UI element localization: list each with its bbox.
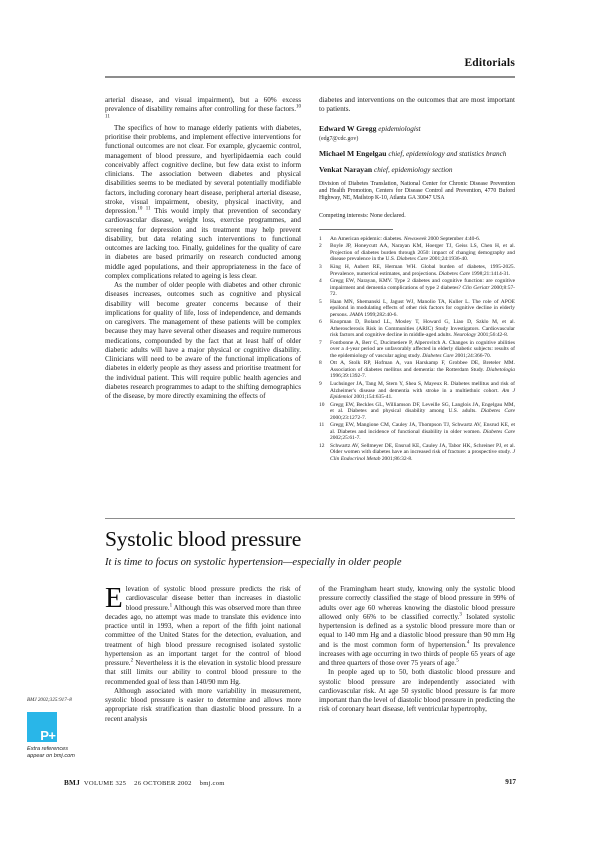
reference-item: Boyle JP, Honeycutt AA, Narayan KM, Hoerger TJ, Geiss LS, Chen H, et al. Projection of diabetes burden through 2050: impact of changing demography and disease prevalence in the U.S. Diabetes Care 2001;24:1936-40.: [330, 243, 515, 263]
margin-note: [27, 746, 101, 760]
paragraph-text-continued: Although this was observed more than three decades ago, no attempt was made to translate this evidence into practice until in 1993, when a report of the fifth joint national committee of the United States for the detection, evaluation, and treatment of high blood pressure recognised isolated systolic hypertension as an important target for the control of blood pressure.: [105, 603, 301, 667]
reference-item: Gregg EW, Mangione CM, Cauley JA, Thompson TJ, Schwartz AV, Ensrud KE, et al. Diabetes and incidence of functional disability in older women. Diabetes Care 2002;25:61-7.: [330, 422, 515, 442]
footer-site[interactable]: bmj.com: [199, 780, 225, 787]
reference-marker: 5: [456, 658, 459, 664]
author-entry: [319, 165, 515, 175]
page-number: 917: [505, 778, 516, 786]
margin-note-line1: Extra references: [27, 746, 69, 752]
author-name: Michael M Engelgau: [319, 149, 387, 159]
paragraph: Although associated with more variability in measurement, systolic blood pressure is easier to determine and allows more appropriate risk stratification than diastolic blood pressure. In a recent analysis: [105, 686, 301, 723]
pplus-badge-label: P+: [40, 727, 56, 743]
top-article-right-column: [319, 96, 515, 463]
paragraph-text: levation of systolic blood pressure predicts the risk of cardiovascular disease better than increases in diastolic blood pressure.: [125, 585, 301, 612]
paragraph: [105, 124, 301, 281]
author-role: chief, epidemiology section: [374, 165, 453, 174]
margin-note-line2: appear on bmj.com: [27, 753, 75, 759]
reference-item: Gregg EW, Narayan, KMV. Type 2 diabetes and cognitive function: are cognitive impairment and dementia complications of type 2 diabetes? Clin Geriatr 2000;8:57-72.: [330, 278, 515, 298]
paragraph-text: arterial disease, and visual impairment), but a 60% excess prevalence of disability remains after controlling for these factors.: [105, 96, 301, 114]
paragraph-with-dropcap: [105, 582, 302, 687]
reference-marker: 1: [169, 603, 173, 609]
reference-item: Gregg EW, Beckles GL, Williamson DF, Leveille SG, Langlois JA, Engelgau MM, et al. Diabetes and physical disability among U.S. adults. Diabetes Care 2000;23:1272-7.: [330, 401, 515, 421]
author-entry: [319, 124, 515, 134]
article-title: Systolic blood pressure: [105, 527, 302, 551]
author-block: [319, 124, 515, 176]
author-role: epidemiologist: [378, 124, 421, 133]
author-name: Venkat Narayan: [319, 164, 373, 174]
reference-item: Haan MN, Shemanski L, Jagust WJ, Manolio TA, Kuller L. The role of APOE epsilon4 in modulating effects of other risk factors for cognitive decline in elderly persons. JAMA 1999;282:40-6.: [330, 298, 515, 318]
reference-item: Schwartz AV, Sellmeyer DE, Ensrud KE, Cauley JA, Tabor HK, Schreiner PJ, et al. Older women with diabetes have an increased risk of fracture: a prospective study. J Clin Endocrinol Metab 2001;86:32-8.: [330, 442, 515, 462]
reference-marker: 10 11: [137, 206, 151, 212]
footer-date: 26 OCTOBER 2002: [134, 780, 192, 787]
paragraph-text: The specifics of how to manage elderly patients with diabetes, prioritise their problems, and implement effective interventions for functional outcomes are not clear. For example, glycaemic control, management of blood pressure, and hyerlipidaemia each could conceivably affect cognitive decline, but few data exist to inform clinicians. The association between diabetes and physical disabilities seems to be mediated by several potentially modifiable factors, including coronary heart disease, peripheral arterial disease, stroke, visual impairment, obesity, physical inactivity, and depression.: [105, 123, 301, 215]
affiliation: Division of Diabetes Translation, National Center for Chronic Disease Prevention and Health Promotion, Centers for Disease Control and Prevention, 4770 Buford Highway, NE, Mailstop K-10, Atlanta GA 30047 USA: [319, 180, 515, 202]
references-rule: [319, 229, 393, 230]
reference-item: Knopman D, Boland LL, Mosley T, Howard G, Liao D, Szklo M, et al. Atherosclerosis Risk in Communities (ARIC) Study Investigators. Cardiovascular risk factors and cognitive decline in middle-aged adults. Neurology 2001;56:42-8.: [330, 319, 515, 339]
reference-marker: 10 11: [105, 104, 301, 120]
competing-interests: Competing interests: None declared.: [319, 212, 406, 219]
paragraph: diabetes and interventions on the outcomes that are most important to patients.: [319, 96, 515, 114]
paragraph: [105, 96, 301, 124]
paragraph-text-continued: Nevertheless it is the elevation in systolic blood pressure that still limits our ability to control blood pressure to the recommended goal of less than 140/90 mm Hg.: [105, 659, 302, 686]
bottom-article-right-column: [319, 585, 515, 715]
paragraph-text-continued: Its prevalence increases with age occurring in two thirds of people 65 years of age and three quarters of those over 75 years of age.: [319, 640, 515, 667]
reference-item: King H, Aubert RE, Herman WH. Global burden of diabetes, 1995-2025. Prevalence, numerical estimates, and projections. Diabetes Care 1998;21:1414-31.: [330, 264, 515, 277]
top-article-left-column: [105, 96, 301, 401]
footer-brand: BMJ: [64, 779, 80, 787]
page-footer: [64, 779, 225, 787]
running-head: Editorials: [464, 57, 515, 69]
reference-marker: 4: [466, 640, 470, 646]
reference-marker: 2: [130, 658, 134, 664]
reference-list: [319, 236, 515, 463]
paragraph: [319, 585, 515, 668]
paragraph: As the number of older people with diabetes and other chronic diseases increases, outcomes such as cognitive and physical disability will become greater concerns because of their implications for quality of life, loss of independence, and demands on caregivers. The management of these patients will be complex because they may have several other diseases and require numerous medications, compounded by the fact that at least half of older diabetic adults will have a major physical or cognitive disability. Clinicians will need to be aware of the functional implications of diabetes in elderly people as they assess and prioritise treatment for the individual patient. This will require public health agencies and diabetes research programmes to adapt to the shifting demographics of the disease, by more directly examining the effects of: [105, 281, 301, 400]
article-subtitle: It is time to focus on systolic hypertension—especially in older people: [105, 557, 402, 568]
author-role: chief, epidemiology and statistics branch: [388, 150, 507, 159]
author-email[interactable]: (edg7@cdc.gov): [319, 136, 359, 143]
footer-volume: VOLUME 325: [83, 780, 127, 787]
reference-marker: 3: [459, 612, 462, 618]
drop-cap: E: [105, 582, 123, 614]
article-separator-rule: [105, 518, 515, 519]
author-entry: [319, 149, 515, 159]
pplus-badge-icon[interactable]: [27, 712, 57, 742]
paragraph-text: of the Framingham heart study, knowing only the systolic blood pressure correctly classified the stage of blood pressure in 99% of adults over age 60 whereas knowing the diastolic blood pressure allowed only 66% to be classified correctly.: [319, 585, 515, 621]
paragraph-text-continued: Isolated systolic hypertension is defined as a systolic blood pressure more than or equal to 140 mm Hg and a diastolic blood pressure than 90 mm Hg and is the most common form of hypertension.: [319, 612, 515, 649]
running-head-rule: [105, 76, 515, 78]
reference-item: An American epidemic: diabetes. Newsweek 2000 September 4:40-6.: [330, 235, 481, 242]
reference-item: Fontbonne A, Berr C, Ducimetiere P, Alperovitch A. Changes in cognitive abilities over a 4-year period are unfavorably affected in elderly diabetic subjects: results of the epidemiology of vascular aging study. Diabetes Care 2001;24:366-70.: [330, 339, 515, 359]
paragraph: In people aged up to 50, both diastolic blood pressure and systolic blood pressure are independently associated with cardiovascular risk. At age 50 systolic blood pressure is far more important than the level of diastolic blood pressure in predicting the risk of coronary heart disease, left ventricular hypertrophy,: [319, 668, 515, 714]
reference-item: Luchsinger JA, Tang M, Stern Y, Shea S, Mayeux R. Diabetes mellitus and risk of Alzheimer's disease and dementia with stroke in a multiethnic cohort. Am J Epidemiol 2001;154:635-41.: [330, 381, 515, 401]
margin-citation: BMJ 2002;325:917–8: [27, 697, 72, 703]
author-name: Edward W Gregg: [319, 123, 377, 133]
bottom-article-left-column: [105, 582, 302, 724]
reference-item: Ott A, Stolk RP, Hofman A, van Harskamp F, Grobbee DE, Breteler MM. Association of diabetes mellitus and dementia: the Rotterdam Study. Diabetologia 1996;39:1392-7.: [330, 360, 515, 380]
paragraph-text-continued: This would imply that prevention of secondary cardiovascular disease, weight loss, exercise programmes, and screening for depression and its treatment may help prevent disability, but data relating such interventions to functional outcomes are lacking too. Finally, guidelines for the quality of care in diabetes are based primarily on research conducted among middle aged populations, and their appropriateness in the face of complex complications related to ageing is less clear.: [105, 207, 301, 280]
